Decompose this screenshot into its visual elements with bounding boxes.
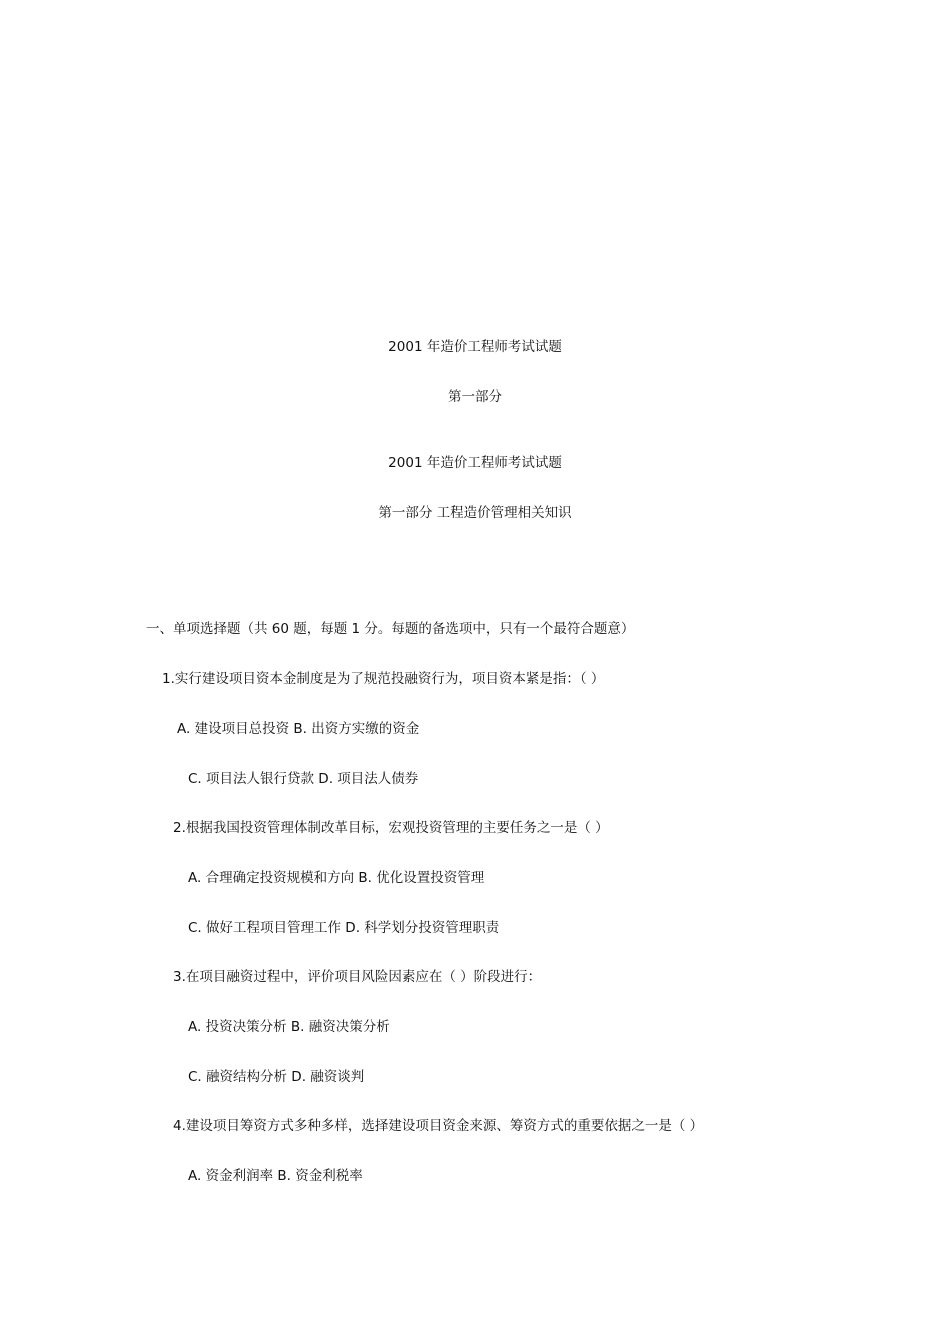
question-stem: 4.建设项目筹资方式多种多样，选择建设项目资金来源、筹资方式的重要依据之一是（ ） [173,1118,704,1134]
question-options: A. 投资决策分析 B. 融资决策分析 [188,1019,390,1035]
question-stem: 3.在项目融资过程中，评价项目风险因素应在（ ）阶段进行： [173,969,542,985]
part-heading: 第一部分 工程造价管理相关知识 [378,505,572,521]
question-options: A. 合理确定投资规模和方向 B. 优化设置投资管理 [188,870,485,886]
question-options: C. 做好工程项目管理工作 D. 科学划分投资管理职责 [188,920,500,936]
question-stem: 2.根据我国投资管理体制改革目标，宏观投资管理的主要任务之一是（ ） [173,820,609,836]
question-options: A. 建设项目总投资 B. 出资方实缴的资金 [177,721,420,737]
part-label: 第一部分 [448,389,502,405]
question-options: A. 资金利润率 B. 资金利税率 [188,1168,363,1184]
question-stem: 1.实行建设项目资本金制度是为了规范投融资行为，项目资本紧是指：（ ） [162,671,605,687]
document-title: 2001 年造价工程师考试试题 [388,339,562,355]
section-heading: 一、单项选择题（共 60 题，每题 1 分。每题的备选项中，只有一个最符合题意） [146,621,635,637]
document-title-repeat: 2001 年造价工程师考试试题 [388,455,562,471]
question-options: C. 融资结构分析 D. 融资谈判 [188,1069,365,1085]
question-options: C. 项目法人银行贷款 D. 项目法人债券 [188,771,419,787]
